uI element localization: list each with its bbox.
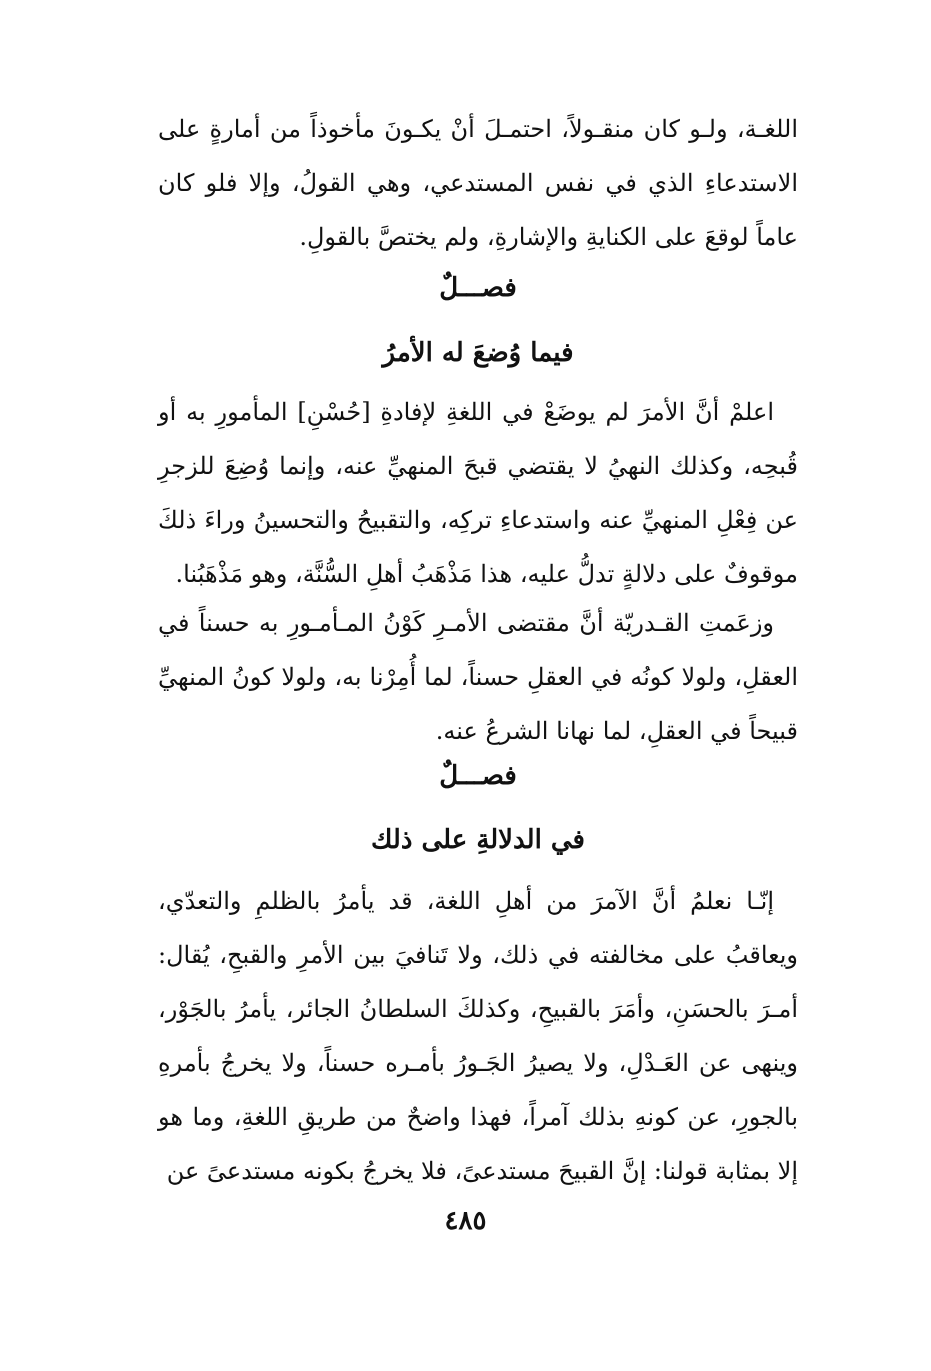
section-subheading-1: فيما وُضعَ له الأمرُ [382,338,574,368]
section-subheading-2: في الدلالةِ على ذلك [371,825,585,855]
paragraph-qadariyya: وزعَمتِ القـدريّة أنَّ مقتضى الأمـرِ كَوْنُ المـأمـورِ به حسناً في العقلِ، ولولا كونُه في العقلِ حسناً، لما أُمِرْنا به، ولولا كونُ المنهيِّ قبيحاً في العقلِ، لما نهانا الشرعُ عنه. [158,609,798,745]
page-number: ٤٨٥ [444,1206,487,1236]
section-heading-fasl-1: فصـــلٌ [439,273,517,303]
paragraph-continuation: اللغـة، ولـو كان منقـولاً، احتمـلَ أنْ يكـونَ مأخوذاً من أمارةٍ على الاستدعاءِ الذي في نفس المستدعي، وهي القولُ، وإلا فلو كان عاماً لوقعَ على الكنايةِ والإشارةِ، ولم يختصَّ بالقولِ. [158,115,798,251]
section-heading-fasl-2: فصـــلٌ [439,761,517,791]
paragraph-definition: اعلمْ أنَّ الأمرَ لم يوضَعْ في اللغةِ لإفادةِ [حُسْنِ] المأمورِ به أو قُبحِه، وكذلك النهيُ لا يقتضي قبحَ المنهيِّ عنه، وإنما وُضِعَ للزجرِ عن فِعْلِ المنهيِّ عنه واستدعاءِ تركِه، والتقبيحُ والتحسينُ وراءَ ذلكَ موقوفٌ على دلالةٍ تدلُّ عليه، هذا مَذْهَبُ أهلِ السُّنَّة، وهو مَذْهَبُنا. [158,398,798,588]
paragraph-evidence: إنّـا نعلمُ أنَّ الآمرَ من أهلِ اللغة، قد يأمرُ بالظلمِ والتعدّي، ويعاقبُ على مخالفته في ذلك، ولا تَنافيَ بين الأمرِ والقبحِ، يُقال: أمـرَ بالحسَنِ، وأمَرَ بالقبيحِ، وكذلكَ السلطانُ الجائر، يأمرُ بالجَوْر، وينهى عن العَـدْلِ، ولا يصيرُ الجَـورُ بأمـره حسناً، ولا يخرجُ بأمرهِ بالجورِ، عن كونهِ بذلك آمراً، فهذا واضحٌ من طريقِ اللغةِ، وما هو إلا بمثابة قولنا: إنَّ القبيحَ مستدعىً، فلا يخرجُ بكونه مستدعىً عن [158,887,798,1185]
